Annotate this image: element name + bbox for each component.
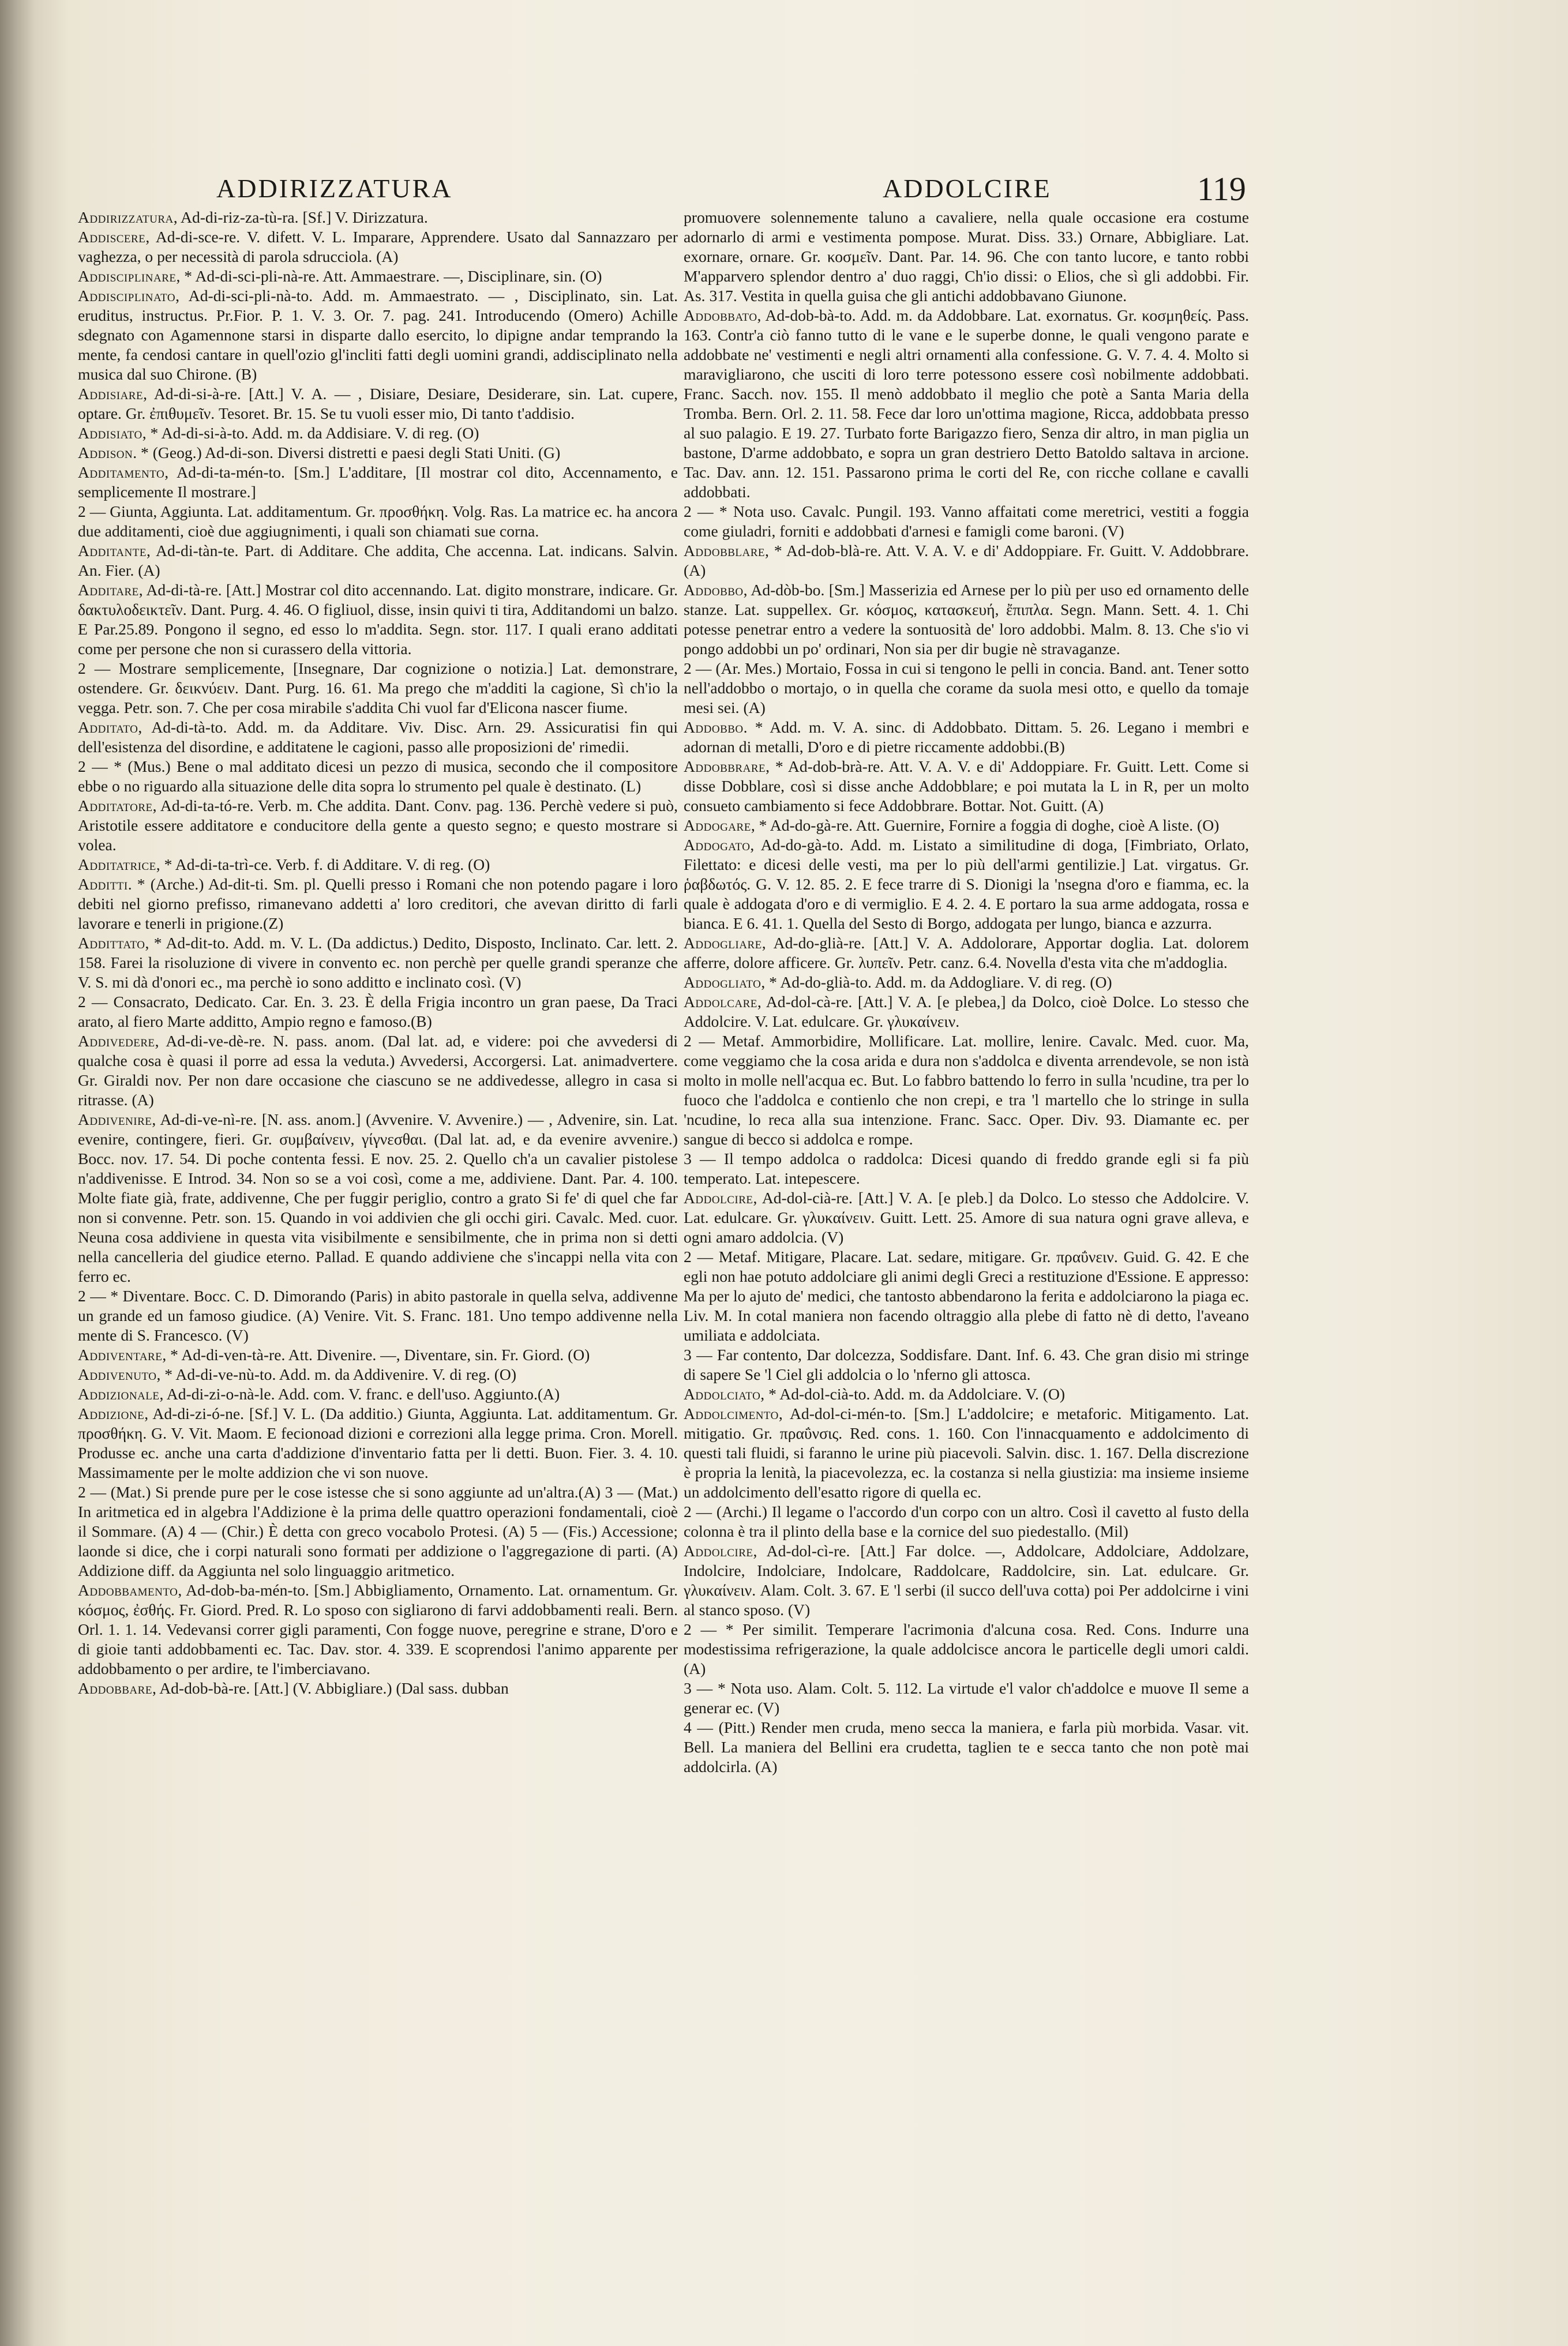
entry-headword: Addisiare	[78, 385, 144, 403]
dictionary-entry	[684, 1149, 1249, 1188]
running-head-left: ADDIRIZZATURA	[216, 174, 453, 203]
entry-text: 4 — (Pitt.) Render men cruda, meno secca la maniera, e farla più morbida. Vasar. vit. Bell. La maniera del Bellini era crudetta, taglien te e secca tanto che non potè mai addolcirla. (A)	[684, 1718, 1249, 1776]
entry-headword: Addogato	[684, 836, 751, 854]
dictionary-entry	[684, 306, 1249, 502]
entry-headword: Addiscere	[78, 228, 146, 246]
dictionary-entry	[684, 757, 1249, 816]
entry-headword: Addobbare	[78, 1679, 152, 1697]
entry-headword: Addisiato	[78, 424, 142, 442]
dictionary-entry	[78, 208, 678, 227]
entry-headword: Addobblare	[684, 542, 766, 560]
entry-text: 2 — Consacrato, Dedicato. Car. En. 3. 23. È della Frigia incontro un gran paese, Da Traci arato, al fiero Marte additto, Ampio regno e famoso.(B)	[78, 993, 678, 1030]
entry-text: 2 — * Per similit. Temperare l'acrimonia d'alcuna cosa. Red. Cons. Indurre una modestissima refrigerazione, la quale addolcisce ancora le particelle degli umori caldi. (A)	[684, 1620, 1249, 1677]
dictionary-entry	[684, 208, 1249, 306]
left-column	[78, 208, 678, 1698]
entry-text: 3 — Il tempo addolca o raddolca: Dicesi quando di freddo grande egli si fa più temperato. Lat. intepescere.	[684, 1150, 1249, 1187]
dictionary-entry	[684, 659, 1249, 718]
entry-headword: Addobbo	[684, 581, 744, 599]
dictionary-entry	[78, 757, 678, 796]
entry-text: , Ad-di-zi-ó-ne. [Sf.] V. L. (Da additio.) Giunta, Aggiunta. Lat. additamentum. Gr. προσθήκη. G. V. Vit. Maom. E fecionoad dizioni e correzioni alla legge prima. Cron. Morell. Produsse ec. anche una carta d'addizione d'inventario fatta per li detti. Buon. Fier. 3. 4. 10. Massimamente per le molte addizion che vi son nuove.	[78, 1405, 678, 1481]
entry-headword: Addolcare	[684, 993, 757, 1011]
entry-headword: Addobbamento	[78, 1581, 178, 1599]
dictionary-entry	[684, 718, 1249, 757]
entry-text: , * Ad-dit-to. Add. m. V. L. (Da addictus.) Dedito, Disposto, Inclinato. Car. lett. 2. 158. Farei la risoluzione di vivere in convento ec. non perchè per quelle grandi speranze che V. S. mi dà d'onori ec., ma perchè io sono additto e inclinato così. (V)	[78, 934, 678, 991]
entry-headword: Additatore	[78, 797, 153, 814]
entry-text: , * Ad-dob-brà-re. Att. V. A. V. e di' Addoppiare. Fr. Guitt. Lett. Come si disse Dobblare, così si disse anche Addobblare; e poi mutata la L in R, per un molto consueto cambiamento si fece Addobbrare. Bottar. Not. Guitt. (A)	[684, 757, 1249, 814]
entry-text: , Ad-di-si-à-re. [Att.] V. A. — , Disiare, Desiare, Desiderare, sin. Lat. cupere, optare. Gr. ἐπιθυμεῖν. Tesoret. Br. 15. Se tu vuoli esser mio, Di tanto t'addisio.	[78, 385, 678, 422]
entry-headword: Addolcimento	[684, 1405, 779, 1422]
entry-text: , * Ad-do-glià-to. Add. m. da Addogliare. V. di reg. (O)	[761, 973, 1112, 991]
entry-text: , Ad-dob-ba-mén-to. [Sm.] Abbigliamento, Ornamento. Lat. ornamentum. Gr. κόσμος, ἐσθής. Fr. Giord. Pred. R. Lo sposo con sigliarono di farvi addobbamenti reali. Bern. Orl. 1. 1. 14. Vedevansi correr gigli paramenti, Con fogge nuove, peregrine e strane, D'oro e di gioie tanti addobbamenti ec. Tac. Dav. stor. 4. 339. E scoprendosi l'animo apparente per addobbamento o per ardire, te l'imberciavano.	[78, 1581, 678, 1677]
entry-text: , Ad-di-tà-to. Add. m. da Additare. Viv. Disc. Arn. 29. Assicuratisi fin qui dell'esistenza del disordine, e additatene le cagioni, passo alle proposizioni de' rimedii.	[78, 718, 678, 756]
entry-headword: Additti	[78, 875, 128, 893]
dictionary-entry	[78, 1581, 678, 1679]
entry-text: , Ad-di-sce-re. V. difett. V. L. Imparare, Apprendere. Usato dal Sannazzaro per vaghezza, o per necessità di parola sdrucciola. (A)	[78, 228, 678, 265]
entry-headword: Addizionale	[78, 1385, 160, 1403]
entry-headword: Addisciplinare	[78, 267, 177, 285]
entry-text: , * Ad-di-ve-nù-to. Add. m. da Addivenire. V. di reg. (O)	[156, 1365, 517, 1383]
entry-headword: Addogare	[684, 816, 751, 834]
entry-headword: Additatrice	[78, 855, 156, 873]
entry-text: , Ad-dol-ci-mén-to. [Sm.] L'addolcire; e metaforic. Mitigamento. Lat. mitigatio. Gr. πραΰνσις. Red. cons. 1. 160. Con l'innacquamento e addolcimento di questi tali fluidi, si faranno le urine più piacevoli. Salvin. disc. 1. 167. Della discrezione è propria la lenità, la piacevolezza, ec. la costanza si nella giustizia: ma insieme insieme un addolcimento dell'esatto rigore di quella ec.	[684, 1405, 1249, 1501]
dictionary-entry	[78, 286, 678, 384]
entry-headword: Additato	[78, 718, 138, 736]
running-head-right: ADDOLCIRE	[883, 174, 1052, 203]
dictionary-entry	[78, 443, 678, 463]
entry-headword: Addittato	[78, 934, 145, 952]
entry-text: promuovere solennemente taluno a cavaliere, nella quale occasione era costume adornarlo di armi e vestimenta pompose. Murat. Diss. 33.) Ornare, Abbigliare. Lat. exornare, ornare. Gr. κοσμεῖν. Dant. Par. 14. 96. Che con tanto lucore, e tanto robbi M'apparvero splendor dentro a' duo raggi, Ch'io dissi: o Elios, che sì gli addobbi. Fir. As. 317. Vestita in quella guisa che gli antichi addobbavano Giunone.	[684, 208, 1249, 305]
entry-headword: Additante	[78, 542, 147, 560]
dictionary-entry	[78, 423, 678, 443]
dictionary-entry	[684, 1541, 1249, 1620]
dictionary-entry	[78, 1365, 678, 1384]
dictionary-entry	[78, 1679, 678, 1698]
right-column	[684, 208, 1249, 1777]
entry-text: , * Ad-di-ven-tà-re. Att. Divenire. —, Diventare, sin. Fr. Giord. (O)	[162, 1346, 590, 1364]
dictionary-entry	[78, 266, 678, 286]
entry-headword: Addolcire	[684, 1189, 753, 1207]
entry-text: 3 — Far contento, Dar dolcezza, Soddisfare. Dant. Inf. 6. 43. Che gran disio mi stringe di sapere Se 'l Ciel gli addolcia o lo 'nferno gli attosca.	[684, 1346, 1249, 1383]
entry-text: , * Ad-dol-cià-to. Add. m. da Addolciare. V. (O)	[760, 1385, 1066, 1403]
binding-shadow	[0, 0, 35, 2346]
entry-text: , Ad-di-sci-pli-nà-to. Add. m. Ammaestrato. — , Disciplinato, sin. Lat. eruditus, instructus. Pr.Fior. P. 1. V. 3. Or. 7. pag. 241. Introducendo (Omero) Achille sdegnato con Agamennone starsi in disparte dallo esercito, lo dipigne andar temprando la mente, fa cendosi cantare in quell'ozio gl'incliti fatti degli uomini grandi, addisciplinato nella musica dal suo Chirone. (B)	[78, 287, 678, 383]
dictionary-entry	[684, 1620, 1249, 1679]
dictionary-entry	[684, 933, 1249, 973]
dictionary-entry	[684, 1502, 1249, 1541]
entry-text: , Ad-dol-cì-re. [Att.] Far dolce. —, Addolcare, Addolciare, Addolzare, Indolcire, Indolciare, Indolcare, Raddolcare, Raddolcire, sin. Lat. edulcare. Gr. γλυκαίνειν. Alam. Colt. 3. 67. E 'l serbi (il succo dell'uva cotta) poi Per addolcirne i vini al stanco sposo. (V)	[684, 1542, 1249, 1619]
entry-text: , * Ad-di-si-à-to. Add. m. da Addisiare. V. di reg. (O)	[142, 424, 479, 442]
dictionary-entry	[78, 933, 678, 992]
entry-text: , * Ad-dob-blà-re. Att. V. A. V. e di' Addoppiare. Fr. Guitt. V. Addobbrare. (A)	[684, 542, 1249, 579]
dictionary-entry	[78, 796, 678, 855]
entry-headword: Addobbrare	[684, 757, 766, 775]
entry-headword: Addisciplinato	[78, 287, 176, 305]
dictionary-entry	[78, 1031, 678, 1110]
entry-text: , Ad-di-ve-nì-re. [N. ass. anom.] (Avvenire. V. Avvenire.) — , Advenire, sin. Lat. evenire, contingere, fieri. Gr. συμβαίνειν, γίγνεσθαι. (Dal lat. ad, e da evenire avvenire.) Bocc. nov. 17. 54. Di poche contenta fessi. E nov. 25. 2. Quello ch'a un cavalier pistolese n'addivenisse. E Introd. 34. Non so se a voi così, come a me, addiviene. Dant. Par. 4. 100. Molte fiate già, frate, addivenne, Che per fuggir periglio, contro a grato Si fe' di quel che far non si convenne. Petr. son. 15. Quando in voi addivien che gli occhi giri. Cavalc. Med. cuor. Neuna cosa addiviene in questa vita visibilmente e sensibilmente, che in prima non si detti nella cancelleria del giudice eterno. Pallad. E quando addiviene che s'incappi nella vita con ferro ec.	[78, 1110, 678, 1285]
entry-text: 2 — * Diventare. Bocc. C. D. Dimorando (Paris) in abito pastorale in quella selva, addivenne un grande ed un famoso giudice. (A) Venire. Vit. S. Franc. 181. Uno tempo addivenne nella mente di S. Francesco. (V)	[78, 1287, 678, 1344]
entry-text: , * Ad-di-ta-trì-ce. Verb. f. di Additare. V. di reg. (O)	[156, 855, 490, 873]
entry-headword: Additamento	[78, 463, 165, 481]
dictionary-entry	[684, 502, 1249, 541]
entry-headword: Addobbato	[684, 306, 757, 324]
entry-headword: Addivenuto	[78, 1365, 157, 1383]
entry-headword: Additare	[78, 581, 139, 599]
dictionary-entry	[78, 227, 678, 266]
dictionary-entry	[78, 463, 678, 502]
dictionary-entry	[78, 718, 678, 757]
entry-text: . * (Arche.) Ad-dit-ti. Sm. pl. Quelli presso i Romani che non potendo pagare i loro debiti nel giorno prefisso, rimanevano addetti a' loro creditori, che avevan diritto di farli lavorare e tenerli in prigione.(Z)	[78, 875, 678, 932]
entry-text: , Ad-di-riz-za-tù-ra. [Sf.] V. Dirizzatura.	[173, 208, 428, 226]
entry-text: , Ad-do-glià-re. [Att.] V. A. Addolorare, Apportar doglia. Lat. dolorem afferre, dolore afficere. Gr. λυπεῖν. Petr. canz. 6.4. Novella d'esta vita che m'addoglia.	[684, 934, 1249, 971]
dictionary-entry	[684, 816, 1249, 835]
entry-headword: Addizione	[78, 1405, 145, 1422]
dictionary-entry	[78, 1404, 678, 1482]
entry-headword: Addolcire	[684, 1542, 753, 1560]
entry-text: , Ad-dòb-bo. [Sm.] Masserizia ed Arnese per lo più per uso ed ornamento delle stanze. Lat. suppellex. Gr. κόσμος, κατασκευή, ἔπιπλα. Segn. Mann. Sett. 4. 1. Chi potesse penetrar entro a vedere la sontuosità de' loro addobbi. Malm. 8. 13. Che s'io vi pongo addobbi un po' ordinari, Non sia per dir bugie nè stravaganze.	[684, 581, 1249, 658]
entry-headword: Addobbo	[684, 718, 744, 736]
dictionary-entry	[684, 1031, 1249, 1149]
dictionary-entry	[684, 1718, 1249, 1777]
entry-headword: Addiventare	[78, 1346, 163, 1364]
entry-text: , * Ad-di-sci-pli-nà-re. Att. Ammaestrare. —, Disciplinare, sin. (O)	[176, 267, 602, 285]
dictionary-entry	[684, 1247, 1249, 1345]
entry-text: 3 — * Nota uso. Alam. Colt. 5. 112. La virtude e'l valor ch'addolce e muove Il seme a generar ec. (V)	[684, 1679, 1249, 1717]
entry-text: . * (Geog.) Ad-di-son. Diversi distretti e paesi degli Stati Uniti. (G)	[133, 444, 561, 461]
dictionary-entry	[78, 855, 678, 874]
entry-text: 2 — (Archi.) Il legame o l'accordo d'un corpo con un altro. Così il cavetto al fusto della colonna è tra il plinto della base e la cornice del suo piedestallo. (Mil)	[684, 1503, 1249, 1540]
entry-text: , Ad-dol-cià-re. [Att.] V. A. [e pleb.] da Dolco. Lo stesso che Addolcire. V. Lat. edulcare. Gr. γλυκαίνειν. Guitt. Lett. 25. Amore di sua natura ogni grave alleva, e ogni amaro addolcia. (V)	[684, 1189, 1249, 1246]
entry-text: 2 — * (Mus.) Bene o mal additato dicesi un pezzo di musica, secondo che il compositore ebbe o no riguardo alla situazione delle dita sopra lo strumento pel quale è destinato. (L)	[78, 757, 678, 795]
entry-text: 2 — Giunta, Aggiunta. Lat. additamentum. Gr. προσθήκη. Volg. Ras. La matrice ec. ha ancora due additamenti, cioè due aggiugnimenti, i quali son chiamati sue corna.	[78, 502, 678, 540]
entry-headword: Addolciato	[684, 1385, 761, 1403]
dictionary-entry	[78, 502, 678, 541]
entry-text: 2 — (Ar. Mes.) Mortaio, Fossa in cui si tengono le pelli in concia. Band. ant. Tener sotto nell'addobbo o mortajo, o in quella che corame da suola mesi otto, e quello da tomaje mesi sei. (A)	[684, 659, 1249, 716]
dictionary-entry	[78, 1110, 678, 1286]
entry-text: 2 — * Nota uso. Cavalc. Pungil. 193. Vanno affaitati come meretrici, vestiti a foggia come giuladri, forniti e addobbati d'arnesi e famigli come baroni. (V)	[684, 502, 1249, 540]
entry-text: , * Ad-do-gà-re. Att. Guernire, Fornire a foggia di doghe, cioè A liste. (O)	[751, 816, 1220, 834]
dictionary-entry	[78, 1384, 678, 1404]
dictionary-entry	[684, 1384, 1249, 1404]
dictionary-entry	[684, 992, 1249, 1031]
dictionary-entry	[684, 835, 1249, 933]
dictionary-entry	[78, 1482, 678, 1581]
entry-text: , Ad-dol-cà-re. [Att.] V. A. [e plebea,] da Dolco, cioè Dolce. Lo stesso che Addolcire. V. Lat. edulcare. Gr. γλυκαίνειν.	[684, 993, 1249, 1030]
entry-text: , Ad-di-zi-o-nà-le. Add. com. V. franc. e dell'uso. Aggiunto.(A)	[159, 1385, 560, 1403]
entry-text: . * Add. m. V. A. sinc. di Addobbato. Dittam. 5. 26. Legano i membri e adornan di metalli, D'oro e di pietre riccamente addobbi.(B)	[684, 718, 1249, 756]
entry-headword: Addogliato	[684, 973, 762, 991]
dictionary-entry	[684, 973, 1249, 992]
entry-headword: Addivenire	[78, 1110, 152, 1128]
dictionary-entry	[78, 659, 678, 718]
dictionary-entry	[684, 541, 1249, 580]
dictionary-entry	[78, 992, 678, 1031]
entry-text: 2 — Metaf. Ammorbidire, Mollificare. Lat. mollire, lenire. Cavalc. Med. cuor. Ma, come veggiamo che la cosa arida e dura non s'addolca e diventa arrendevole, se non istà molto in molle nell'acqua ec. But. Lo fabbro battendo lo ferro in sulla 'ncudine, tra per lo fuoco che l'addolca e contienlo che non crepi, e tra 'l martello che lo stringe in sulla 'ncudine, lo reca alla sua intenzione. Franc. Sacc. Oper. Div. 93. Diamante ec. per sangue di becco si addolca e rompe.	[684, 1032, 1249, 1148]
entry-headword: Addogliare	[684, 934, 762, 952]
entry-text: , Ad-dob-bà-re. [Att.] (V. Abbigliare.) (Dal sass. dubban	[152, 1679, 509, 1697]
dictionary-entry	[78, 541, 678, 580]
entry-headword: Addison	[78, 444, 133, 461]
entry-headword: Addirizzatura	[78, 208, 174, 226]
entry-text: , Ad-di-ta-tó-re. Verb. m. Che addita. Dant. Conv. pag. 136. Perchè vedere si può, Aristotile essere additatore e conducitore della gente a questo segno; e questo mostrare si volea.	[78, 797, 678, 854]
dictionary-entry	[684, 1679, 1249, 1718]
entry-text: , Ad-dob-bà-to. Add. m. da Addobbare. Lat. exornatus. Gr. κοσμηθείς. Pass. 163. Contr'a ciò fanno tutto di le vane e le superbe donne, le quali vengono parate e addobbate ne' vestimenti e negli altri ornamenti alla confessione. G. V. 7. 4. 4. Molto si maravigliarono, che usciti di loro terre potessono essere così nobilmente addobbati. Franc. Sacch. nov. 155. Il menò addobbato il meglio che potè a Santa Maria della Tromba. Bern. Orl. 2. 11. 58. Fece dar loro un'ottima magione, Ricca, addobbata presso al suo palagio. E 19. 27. Turbato forte Barigazzo fiero, Senza dir altro, in man piglia un bastone, D'arme addobbato, e sopra un gran destriero Detto Batoldo saltava in arcione. Tac. Dav. ann. 12. 151. Passarono prima le corti del Re, con ricche collane e cavalli addobbati.	[684, 306, 1249, 501]
dictionary-entry	[78, 1345, 678, 1365]
entry-text: , Ad-di-ta-mén-to. [Sm.] L'additare, [Il mostrar col dito, Accennamento, e semplicemente Il mostrare.]	[78, 463, 678, 501]
entry-text: 2 — (Mat.) Si prende pure per le cose istesse che si sono aggiunte ad un'altra.(A) 3 — (Mat.) In aritmetica ed in algebra l'Addizione è la prima delle quattro operazioni fondamentali, cioè il Sommare. (A) 4 — (Chir.) È detta con greco vocabolo Protesi. (A) 5 — (Fis.) Accessione; laonde si dice, che i corpi naturali sono formati per addizione o l'aggregazione di parti. (A) Addizione diff. da Aggiunta nel solo linguaggio aritmetico.	[78, 1483, 678, 1579]
entry-text: , Ad-do-gà-to. Add. m. Listato a similitudine di doga, [Fimbriato, Orlato, Filettato: e dicesi delle vesti, ma per lo più dell'armi gentilizie.] Lat. virgatus. Gr. ῥαβδωτός. G. V. 12. 85. 2. E fece trarre di S. Dionigi la 'nsegna d'oro e fiamma, ec. la quale è addogata d'oro e di vermiglio. E 4. 2. 4. E portaro la sua arme addogata, rossa e bianca. E 6. 41. 1. Quella del Sesto di Borgo, addogata per lungo, bianca e azzurra.	[684, 836, 1249, 932]
dictionary-entry	[684, 1188, 1249, 1247]
entry-text: , Ad-di-ve-dè-re. N. pass. anom. (Dal lat. ad, e videre: poi che avvedersi di qualche cosa è quasi il porre ad essa la veduta.) Avvedersi, Accorgersi. Lat. animadvertere. Gr. Giraldi nov. Per non dare occasione che ciascuno se ne addivedesse, allegro in casa si ritrasse. (A)	[78, 1032, 678, 1109]
page-header	[0, 170, 1568, 208]
dictionary-entry	[78, 1286, 678, 1345]
dictionary-entry	[78, 874, 678, 933]
entry-text: 2 — Mostrare semplicemente, [Insegnare, Dar cognizione o notizia.] Lat. demonstrare, ostendere. Gr. δεικνύειν. Dant. Purg. 16. 61. Ma prego che m'additi la cagione, Sì ch'io la vegga. Petr. son. 7. Che per cosa mirabile s'addita Chi vuol far d'Elicona nascer fiume.	[78, 659, 678, 716]
entry-text: 2 — Metaf. Mitigare, Placare. Lat. sedare, mitigare. Gr. πραΰνειν. Guid. G. 42. E che egli non hae potuto addolciare gli animi degli Greci a restituzione d'Essione. E appresso: Ma per lo ajuto de' medici, che tantosto abbendarono la ferita e addolciarono la piaga ec. Liv. M. In cotal maniera non facendo oltraggio alla plebe di fatto nè di detto, l'aveano umiliata e addolciata.	[684, 1248, 1249, 1344]
entry-text: , Ad-di-tàn-te. Part. di Additare. Che addita, Che accenna. Lat. indicans. Salvin. An. Fier. (A)	[78, 542, 678, 579]
entry-text: , Ad-di-tà-re. [Att.] Mostrar col dito accennando. Lat. digito monstrare, indicare. Gr. δακτυλοδεικτεῖν. Dant. Purg. 4. 46. O figliuol, disse, insin quivi ti tira, Additandomi un balzo. E Par.25.89. Pongono il segno, ed esso lo m'addita. Segn. stor. 117. I quali erano additati come per persone che non si curassero della vittoria.	[78, 581, 678, 658]
entry-headword: Addivedere	[78, 1032, 155, 1050]
dictionary-entry	[78, 384, 678, 423]
dictionary-entry	[684, 1345, 1249, 1384]
dictionary-entry	[78, 580, 678, 659]
dictionary-entry	[684, 580, 1249, 659]
page-number: 119	[1197, 170, 1246, 208]
dictionary-entry	[684, 1404, 1249, 1502]
